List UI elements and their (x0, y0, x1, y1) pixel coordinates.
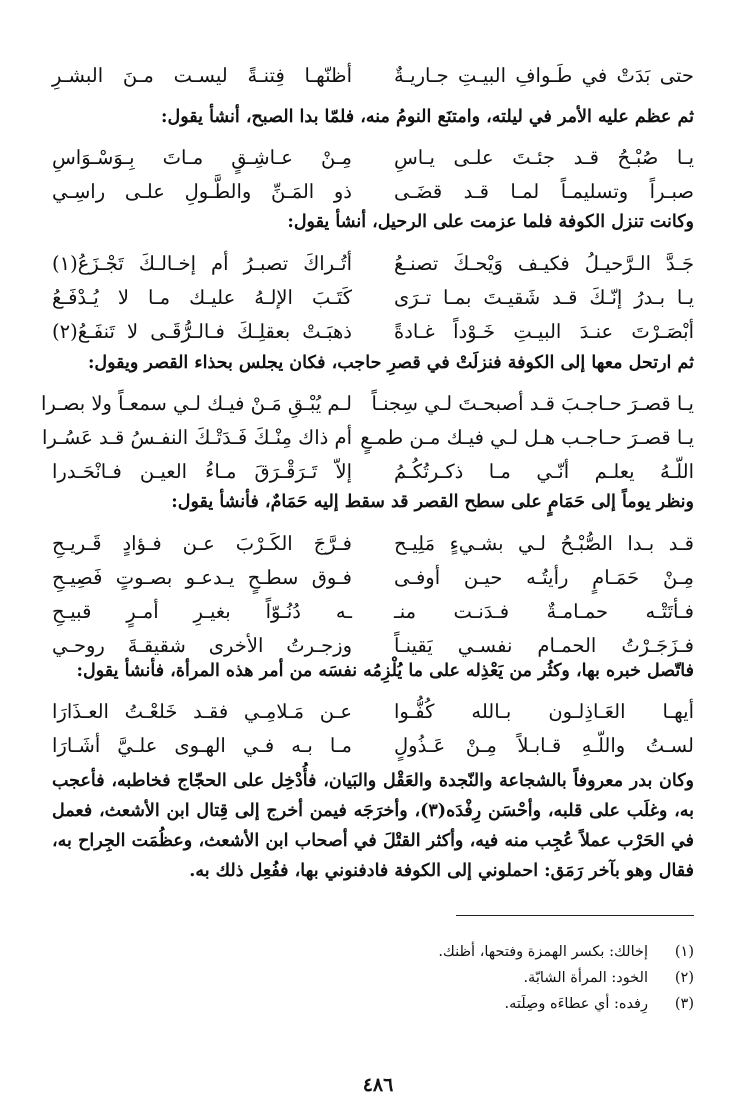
verse-left-hemistich: أم ذاك مِنْـكَ فَـدَتْـكَ النفـسُ قـد عَسُـرا (41, 425, 352, 449)
footnote-number: (٢) (674, 970, 694, 986)
prose-line-3: ثم ارتحل معها إلى الكوفة فنزلَتْ في قصرِ حاجب، فكان يجلس بحذاء القصر ويقول: (87, 353, 694, 373)
verse-right-hemistich: اللّـهُ يعلـم أنّـي مـا ذكـرتُكُـمُ (394, 459, 694, 483)
verse-right-hemistich: حتى بَدَتْ في طَـوافِ البيـتِ جـاريـةٌ (394, 63, 694, 87)
verse-8 (41, 420, 694, 454)
verse-14 (52, 694, 694, 728)
verse-15 (52, 728, 694, 762)
verse-left-hemistich: إلاّ تَـرَقْـرَقَ مـاءُ العيـن فـانْحَـدرا (52, 459, 352, 483)
verse-1 (52, 58, 694, 92)
verse-right-hemistich: مِـنْ حَمَـامٍ رأيتُـه حيـن أوفـى (394, 565, 694, 589)
footnote-divider (456, 915, 694, 916)
verse-11 (52, 560, 694, 594)
verse-left-hemistich: فـرَّجَ الكَـرْبَ عـن فـؤادٍ قَـريـحِ (52, 531, 352, 555)
footnote-2 (52, 970, 694, 996)
prose-line-1: ثم عظم عليه الأمر في ليلته، وامتنَع النومُ منه، فلمّا بدا الصبح، أنشأ يقول: (161, 107, 694, 127)
verse-right-hemistich: فـزَجَـرْتُ الحمـام نفسـي يَقينـاً (394, 633, 694, 657)
verse-right-hemistich: يـا بـدرُ إنّـكَ قـد شَقيـتَ بمـا تـرَى (394, 285, 694, 309)
verse-right-hemistich: قـد بـدا الصُّبْـحُ لـي بشـيءٍ مَلِيـح (394, 531, 694, 555)
prose-line-5: فاتّصل خبره بها، وكثُر من يَعْذِله على ما يُلْزِمُه نفسَه من أمر هذه المرأة، فأنشأ يقول: (76, 661, 694, 681)
verse-right-hemistich: يـا صُبْـحُ قـد جئـتَ علـى يـاسِ (394, 145, 694, 169)
footnote-text: الخود: المرأة الشابّة. (523, 970, 648, 986)
verse-left-hemistich: مـا بـه فـي الهـوى علـيَّ أشَـارَا (52, 733, 352, 757)
verse-left-hemistich: وزجـرتُ الأخرى شقيقـةَ روحـي (52, 633, 352, 657)
footnote-number: (٣) (674, 996, 694, 1012)
verse-12 (52, 594, 694, 628)
verse-9 (52, 454, 694, 488)
verse-right-hemistich: أيهـا العَـاذِلـون بـالله كُفُّـوا (394, 699, 694, 723)
verse-left-hemistich: لـم يُبْـقِ مَـنْ فيـك لـي سمعـاً ولا بصـرا (40, 391, 352, 415)
verse-2 (52, 140, 694, 174)
verse-right-hemistich: صبـراً وتسليمـاً لمـا قـد قضَـى (394, 179, 694, 203)
verse-left-hemistich: أتُـراكَ تصبـرُ أم إخـالـكَ تَجْـزَعُ(١) (52, 251, 352, 275)
verse-left-hemistich: مِـنْ عـاشِـقٍ مـاتَ بِـوَسْـوَاسِ (52, 145, 352, 169)
page-number: ٤٨٦ (362, 1074, 394, 1096)
verse-left-hemistich: عـن مَـلامِـي فقـد خَلعْـتُ العـذَارَا (52, 699, 352, 723)
verse-6 (52, 314, 694, 348)
verse-3 (52, 174, 694, 208)
prose-line-2: وكانت تنزل الكوفة فلما عزمت على الرحيل، أنشأ يقول: (287, 212, 694, 232)
verse-7 (40, 386, 694, 420)
verse-right-hemistich: أبْصَـرْتَ عنـدَ البيـتِ خَـوْداً غـادةً (394, 319, 694, 343)
footnote-text: رِفده: أي عطاءَه وصِلَته. (504, 996, 648, 1012)
verse-5 (52, 280, 694, 314)
prose-line-4: ونظر يوماً إلى حَمَامٍ على سطح القصر قد سقط إليه حَمَامٌ، فأنشأ يقول: (171, 492, 694, 512)
verse-left-hemistich: أظنّهـا فِتنـةً ليسـت مـنَ البشـرِ (52, 63, 352, 87)
verse-left-hemistich: ذهبَـتْ بعقلِـكَ فـالـرُّقَـى لا تَنفَـعُ(٢) (52, 319, 352, 343)
footnote-text: إخالك: بكسر الهمزة وفتحها، أظنك. (438, 944, 648, 960)
footnote-number: (١) (674, 944, 694, 960)
verse-right-hemistich: يـا قصـرَ حـاجـب هـل لـي فيـك مـن طمـعٍ (360, 425, 694, 449)
footnote-1 (52, 944, 694, 970)
closing-paragraph: وكان بدر معروفاً بالشجاعة والنّجدة والعَقْل والبَيان، فأُدْخِل على الحجّاج فخاطبه، فأعجب به، وغلَب على قلبه، وأحْسَن رِفْدَه(٣)، وأخرَجَه فيمن أخرج إلى قِتال ابن الأشعث، فعمل في الحَرْب عملاً عُجِب منه فيه، وأكثر القتْلَ في أصحاب ابن الأشعث، وعظُمَت الجِراح به، فقال وهو بآخر رَمَق: احملوني إلى الكوفة فادفنوني بها، ففُعِل ذلك به. (52, 771, 694, 881)
verse-right-hemistich: يـا قصـرَ حـاجـبَ قـد أصبحـتَ لـي سِجنـاً (371, 391, 694, 415)
verse-4 (52, 246, 694, 280)
verse-right-hemistich: جَـدَّ الـرَّحيـلُ فكيـف وَيْحـكَ تصنـعُ (394, 251, 694, 275)
verse-left-hemistich: فـوق سطـحٍ يـدعـو بصـوتٍ فَصِيـحِ (52, 565, 352, 589)
verse-right-hemistich: فـأتَتْـه حمـامـةٌ فـدَنـت منـ (394, 599, 694, 623)
verse-left-hemistich: ـه دُنُـوّاً بغيـرِ أمـرٍ قبيـحِ (52, 599, 352, 623)
verse-10 (52, 526, 694, 560)
verse-left-hemistich: ذو المَـنِّ والطَّـولِ علـى راسِـي (52, 179, 352, 203)
footnote-3 (52, 996, 694, 1022)
verse-right-hemistich: لسـتُ واللّـهِ قـابـلاً مِـنْ عَـذُولٍ (394, 733, 694, 757)
verse-left-hemistich: كَتَـبَ الإلـهُ عليـك مـا لا يُـدْفَـعُ (52, 285, 352, 309)
verse-13 (52, 628, 694, 662)
